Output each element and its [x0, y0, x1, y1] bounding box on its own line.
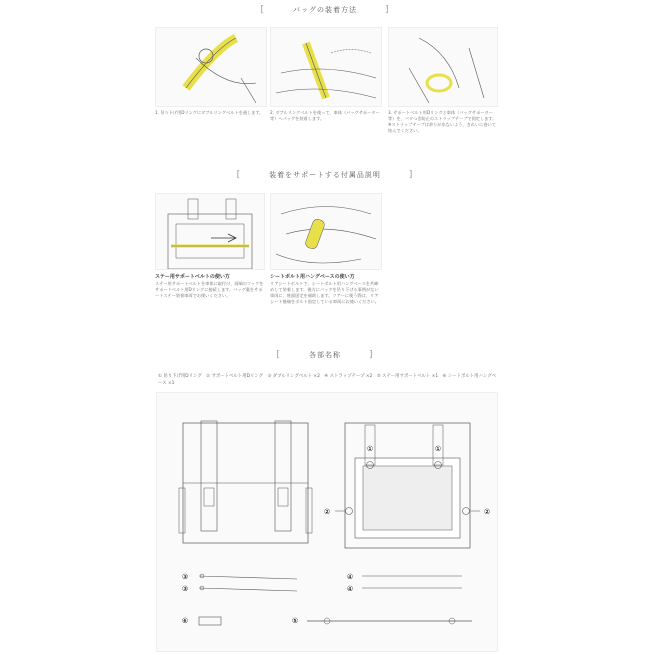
step2-svg [271, 28, 381, 106]
double-ring-belt-shape [199, 588, 297, 591]
d-ring-shape [463, 508, 470, 515]
marker-2-right: ② [483, 508, 491, 516]
marker-2-left: ② [323, 508, 331, 516]
stay-belt-illustration [155, 193, 265, 270]
bag-back-view [335, 423, 480, 548]
hang-base-part-shape [199, 617, 221, 625]
marker-6: ⑥ [181, 617, 189, 625]
marker-3a: ③ [181, 573, 189, 581]
step2-caption: 2. ダブルリングベルトを使って、車体（バッグサポーター等）へバッグを装着します。 [270, 110, 380, 121]
hang-base-heading: シートボルト用ハングベースの使い方 [270, 274, 355, 280]
step1-caption: 1. 吊り下げ用Dリングにダブルリングベルトを通します。 [155, 110, 264, 115]
stay-belt-svg [156, 194, 264, 269]
step1-illustration [155, 27, 267, 107]
parts-svg [157, 393, 497, 651]
yellow-hang-base-shape [304, 218, 326, 250]
marker-1-right: ① [434, 445, 442, 453]
double-ring-belt-shape [199, 576, 297, 579]
parts-legend: ① 吊り下げ用Dリング ② サポートベルト用Dリング ③ ダブルリングベルト ×2 ④ ストラップテープ ×2 ⑤ ステー用サポートベルト ×1 ⑥ シートボルト用ハングベース ×1 [158, 374, 497, 386]
strap-loop-shape [427, 75, 451, 91]
bag-front-view [179, 421, 312, 543]
stay-belt-caption [155, 274, 265, 299]
marker-3b: ③ [181, 585, 189, 593]
stay-belt-text: ステー用サポートベルトを車体に取付け、両端のフックをサポートベルト用Dリングに接続します。バッグ裏をサポートステー装着車両でお使いください。 [155, 281, 264, 298]
stay-belt-heading: ステー用サポートベルトの使い方 [155, 274, 230, 280]
section-title-installation: [ バッグの装着方法 ] [260, 5, 390, 15]
marker-1-left: ① [366, 445, 374, 453]
step1-svg [156, 28, 266, 106]
section-title-accessories: [ 装着をサポートする付属品説明 ] [236, 170, 414, 180]
marker-4a: ④ [346, 573, 354, 581]
marker-5: ⑤ [291, 617, 299, 625]
hang-base-svg [271, 194, 381, 269]
step3-illustration [388, 27, 498, 107]
parts-diagram [156, 392, 498, 652]
step3-caption: 3. サポートベルト用Dリングと車体（バッグサポーター等）を、バタつき防止のストラップテープで固定します。※ストラップテープは余りが出ないよう、きれいに巻いて結んでください。 [388, 110, 497, 133]
marker-4b: ④ [346, 585, 354, 593]
hang-base-illustration [270, 193, 382, 270]
step3-svg [389, 28, 497, 106]
section-title-part-names: [ 各部名称 ] [276, 350, 374, 360]
step2-illustration [270, 27, 382, 107]
hang-base-text: リアシートボルトで、シートボルト用ハングベースを共締めして装着します。後方にバッグを吊り下げる事例がない車両に、座面固定を補助します。ツアーに使う際は、リアシート後端をボルト固定している車両にお使いください。 [270, 281, 379, 304]
d-ring-shape [346, 508, 353, 515]
arrow-icon [211, 234, 236, 242]
hang-base-caption [270, 274, 382, 305]
